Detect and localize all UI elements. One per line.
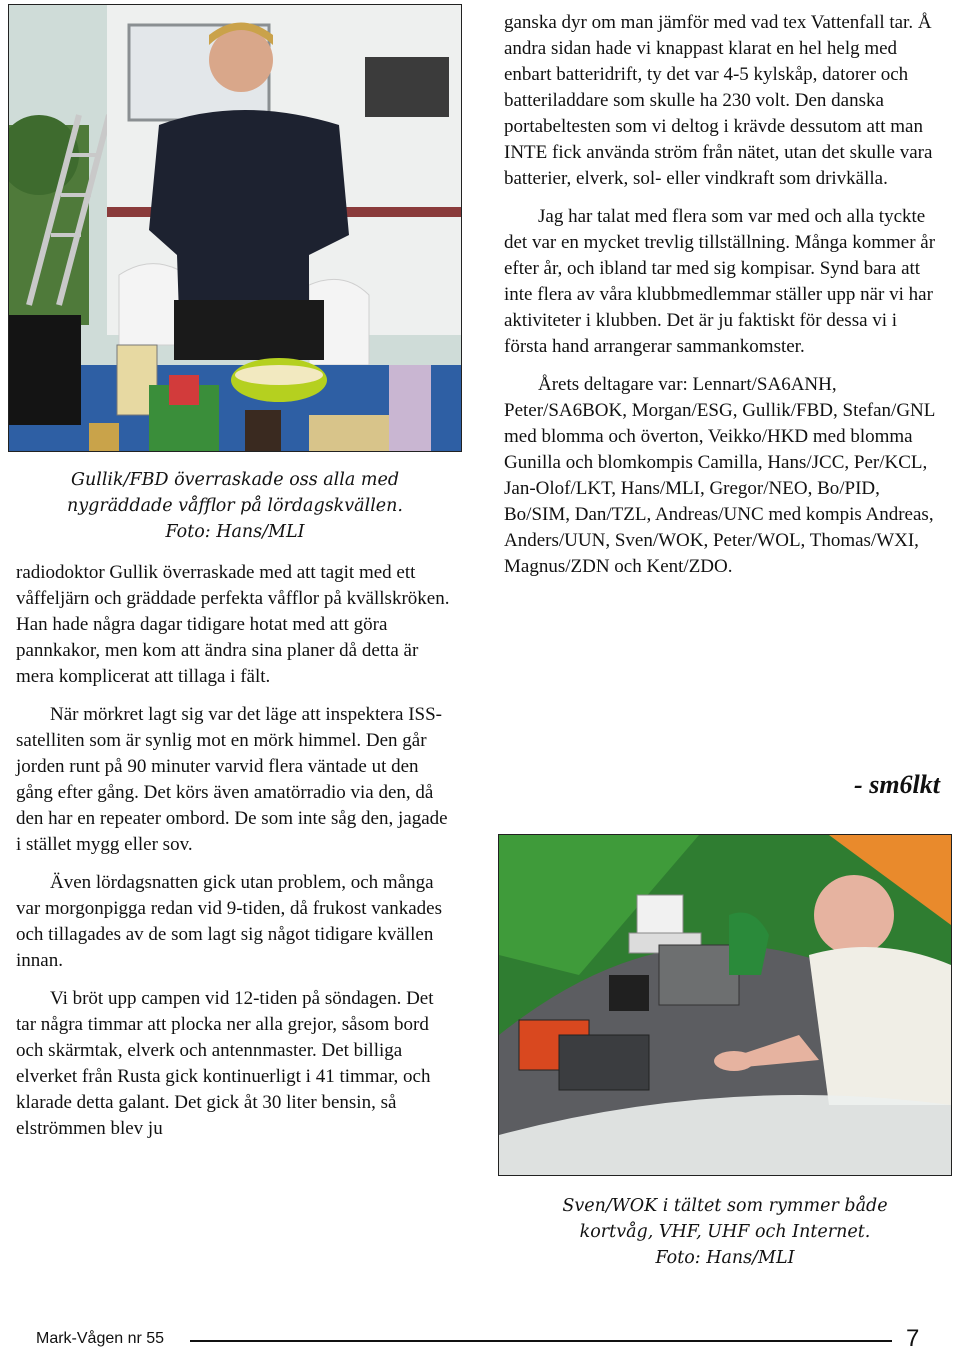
article-left-column — [16, 560, 452, 1154]
article-paragraph: Jag har talat med flera som var med och alla tyckte det var en mycket trevlig tillställning. Många kommer år efter år, och ibland tar med sig kompisar. Synd bara att inte flera av våra klubbmedlemmar ställer upp när vi har aktiviteter i klubben. Det är ju faktiskt för dessa vi i första hand arrangerar sammankomster. — [504, 206, 936, 357]
photo2-caption — [510, 1193, 940, 1271]
photo2-caption-line2: kortvåg, VHF, UHF och Internet. — [579, 1222, 871, 1242]
article-right-column — [504, 10, 940, 592]
photo1-caption — [20, 467, 450, 545]
article-paragraph: ganska dyr om man jämför med vad tex Vattenfall tar. Å andra sidan hade vi knappast klarat en hel helg med enbart batteridrift, ty det var 4-5 kylskåp, datorer och batteriladdare som skulle ha 230 volt. Den danska portabeltesten som vi deltog i krävde dessutom att man INTE fick använda ström från nätet, utan det skulle vara batterier, elverk, sol- eller vindkraft som drivkälla. — [504, 12, 933, 189]
photo-tent-illustration — [499, 835, 951, 1175]
photo2-caption-credit: Foto: Hans/MLI — [655, 1248, 795, 1268]
page-number: 7 — [906, 1325, 920, 1352]
photo1-caption-credit: Foto: Hans/MLI — [165, 522, 305, 542]
photo1-caption-line1: Gullik/FBD överraskade oss alla med — [70, 470, 400, 490]
photo-waffle-illustration — [9, 5, 461, 451]
article-paragraph: radiodoktor Gullik överraskade med att tagit med ett våffeljärn och gräddade perfekta våfflor på kvällskröken. Han hade några dagar tidigare hotat med att göra pannkakor, men kom att ändra sina planer då detta är mera komplicerat att tillaga i fält. — [16, 562, 450, 687]
article-paragraph: Vi bröt upp campen vid 12-tiden på söndagen. Det tar några timmar att plocka ner alla grejor, såsom bord och skärmtak, elverk och antennmaster. Det billiga elverket från Rusta gick kontinuerligt i 41 timmar, och klarade detta galant. Det gick åt 30 liter bensin, så elströmmen blev ju — [16, 988, 434, 1139]
article-paragraph: Även lördagsnatten gick utan problem, och många var morgonpigga redan vid 9-tiden, då frukost vankades och tillagades av de som lagt sig något tidigare kvällen innan. — [16, 872, 442, 971]
photo2-caption-line1: Sven/WOK i tältet som rymmer både — [562, 1196, 888, 1216]
article-paragraph: Årets deltagare var: Lennart/SA6ANH, Peter/SA6BOK, Morgan/ESG, Gullik/FBD, Stefan/GNL med blomma och överton, Veikko/HKD med blomma Gunilla och blomkompis Camilla, Hans/JCC, Per/KCL, Jan-Olof/LKT, Hans/MLI, Gregor/NEO, Bo/PID, Bo/SIM, Dan/TZL, Andreas/UNC med kompis Andreas, Anders/UUN, Sven/WOK, Peter/WOL, Thomas/WXI, Magnus/ZDN och Kent/ZDO. — [504, 374, 935, 577]
photo-waffle-scene — [8, 4, 462, 452]
photo-tent-scene — [498, 834, 952, 1176]
author-signature: - sm6lkt — [854, 770, 940, 799]
photo1-caption-line2: nygräddade våfflor på lördagskvällen. — [67, 496, 403, 516]
footer-publication: Mark-Vågen nr 55 — [36, 1330, 165, 1347]
article-paragraph: När mörkret lagt sig var det läge att inspektera ISS-satelliten som är synlig mot en mörk himmel. Den går jorden runt på 90 minuter varvid flera väntade ut den gång efter gång. Det körs även amatörradio via den, då den har en repeater ombord. De som inte såg den, jagade i stället mygg eller sov. — [16, 704, 448, 855]
footer-divider — [190, 1340, 892, 1342]
